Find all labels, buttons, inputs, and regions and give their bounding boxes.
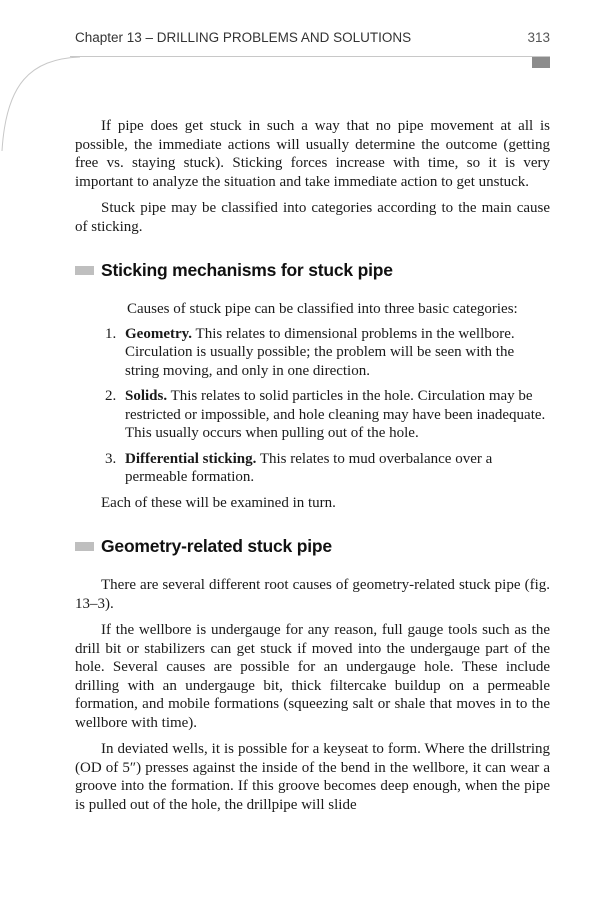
paragraph: In deviated wells, it is possible for a keyseat to form. Where the drillstring (OD of 5″) presses against the inside of the bend in the wellbore, it can wear a groove into the formation. If this groove becomes deep enough, when the pipe is pulled out of the hole, the drillpipe will slide xyxy=(75,741,550,813)
page-body xyxy=(75,117,550,822)
chapter-title: Chapter 13 – DRILLING PROBLEMS AND SOLUTIONS xyxy=(75,30,412,45)
list-item-term: Solids. xyxy=(125,388,168,404)
list-item-text: This relates to dimensional problems in the wellbore. Circulation is usually possible; the problem will be seen with the string moving, and only in one direction. xyxy=(125,325,515,379)
page-corner-curve xyxy=(0,56,80,156)
corner-tab-marker xyxy=(532,57,550,68)
section-title: Sticking mechanisms for stuck pipe xyxy=(101,259,393,280)
list-item-term: Geometry. xyxy=(125,325,193,342)
section-heading xyxy=(75,258,550,282)
list-item: 1. Geometry. This relates to dimensional problems in the wellbore. Circulation is usually possible; the problem will be seen with the string moving, and only in one direction. xyxy=(105,325,515,379)
paragraph: There are several different root causes of geometry-related stuck pipe (fig. 13–3). xyxy=(75,577,550,612)
list-item: 3. Differential sticking. This relates to mud overbalance over a permeable formation. xyxy=(105,450,493,485)
list-item: 2. Solids. This relates to solid particles in the hole. Circulation may be restricted or impossible, and hole cleaning may have been inadequate. This usually occurs when pulling out of the hole. xyxy=(105,388,546,441)
paragraph: Stuck pipe may be classified into categories according to the main cause of sticking. xyxy=(75,200,550,235)
paragraph: If pipe does get stuck in such a way that no pipe movement at all is possible, the immediate actions will usually determine the outcome (getting free vs. staying stuck). Sticking forces increase with time, so it is very important to analyze the situation and take immediate action to get unstuck. xyxy=(75,118,550,190)
section-heading xyxy=(75,534,550,558)
page-number: 313 xyxy=(527,30,550,45)
paragraph: If the wellbore is undergauge for any reason, full gauge tools such as the drill bit or stabilizers can get stuck if moved into the undergauge part of the hole. Several causes are possible for an undergauge hole. These include drilling with an undergauge bit, thick filtercake buildup on a permeable formation, and mobile formations (squeezing salt or shale that moves in to the wellbore with time). xyxy=(75,622,550,731)
section-bar-marker xyxy=(75,542,94,551)
section-title: Geometry-related stuck pipe xyxy=(101,535,332,556)
paragraph: Each of these will be examined in turn. xyxy=(101,494,336,511)
list-lead: Causes of stuck pipe can be classified into three basic categories: xyxy=(127,301,518,317)
header-rule xyxy=(70,56,550,57)
list-item-text: This relates to solid particles in the hole. Circulation may be restricted or impossible, and hole cleaning may have been inadequate. This usually occurs when pulling out of the hole. xyxy=(125,388,546,441)
section-bar-marker xyxy=(75,266,94,275)
list-item-text: This relates to mud overbalance over a permeable formation. xyxy=(125,450,493,485)
page-header xyxy=(75,30,550,50)
causes-list xyxy=(75,325,550,487)
list-item-term: Differential sticking. xyxy=(125,450,257,467)
